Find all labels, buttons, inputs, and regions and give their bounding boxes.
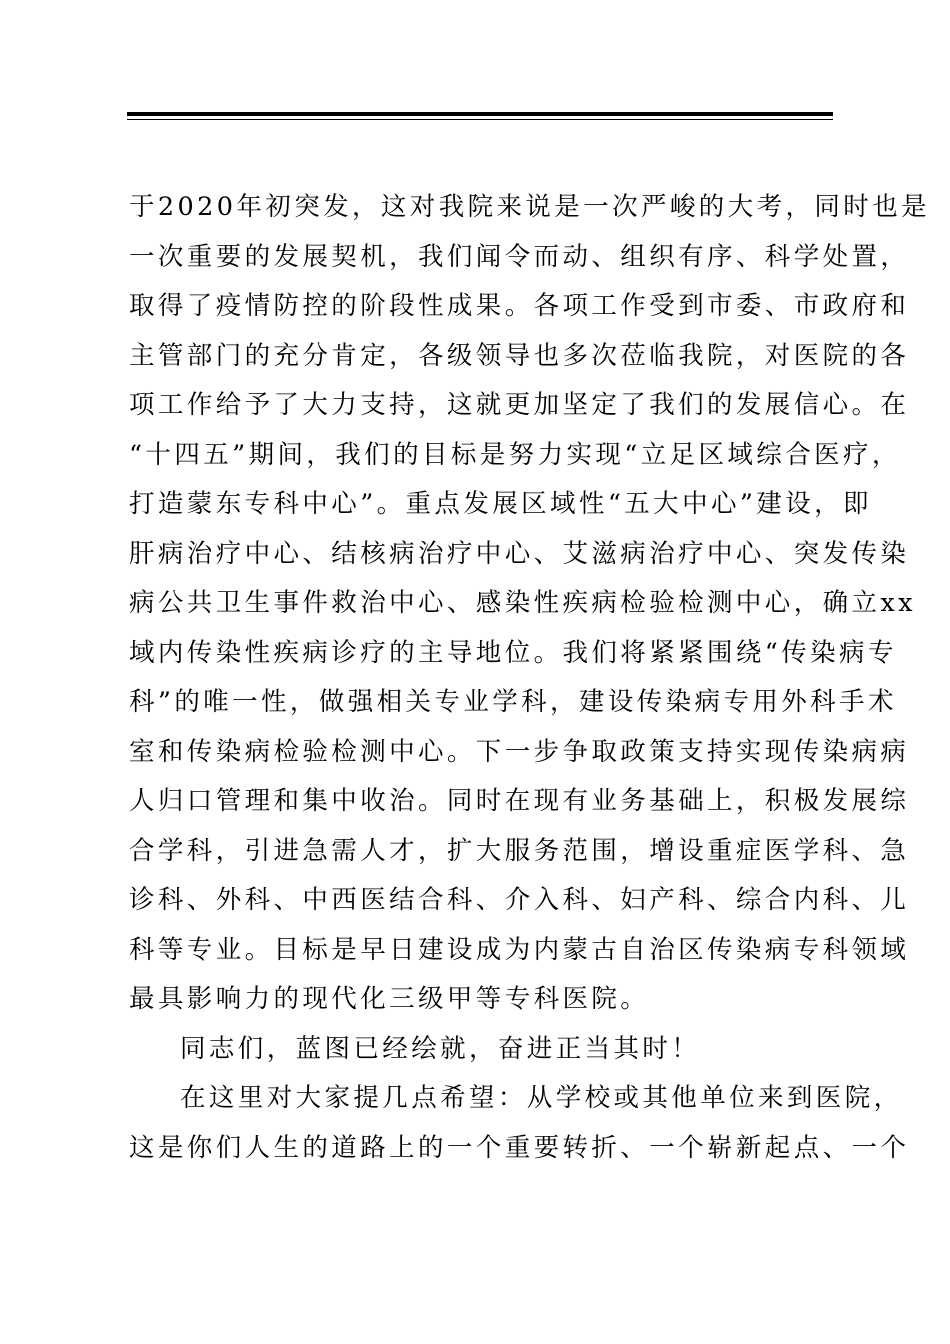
- text-line: 病公共卫生事件救治中心、感染性疾病检验检测中心，确立xx: [129, 588, 916, 618]
- text-line: 取得了疫情防控的阶段性成果。各项工作受到市委、市政府和: [129, 291, 910, 321]
- text-line: 室和传染病检验检测中心。下一步争取政策支持实现传染病病: [129, 736, 910, 767]
- text-line: 于2020年初突发，这对我院来说是一次严峻的大考，同时也是: [129, 192, 930, 222]
- header-rule-thin: [127, 119, 833, 120]
- text-line: 科”的唯一性，做强相关专业学科，建设传染病专用外科手术: [129, 687, 897, 717]
- header-rule-thick: [127, 112, 833, 116]
- text-line: 人归口管理和集中收治。同时在现有业务基础上，积极发展综: [129, 786, 910, 816]
- text-line: 一次重要的发展契机，我们闻令而动、组织有序、科学处置，: [129, 241, 910, 272]
- text-line: 项工作给予了大力支持，这就更加坚定了我们的发展信心。在: [129, 390, 910, 420]
- text-line: 最具影响力的现代化三级甲等专科医院。: [129, 984, 650, 1014]
- text-line: 域内传染性疾病诊疗的主导地位。我们将紧紧围绕“传染病专: [129, 637, 897, 668]
- text-line: 科等专业。目标是早日建设成为内蒙古自治区传染病专科领域: [129, 934, 910, 965]
- text-line: 主管部门的充分肯定，各级领导也多次莅临我院，对医院的各: [129, 340, 910, 371]
- text-line: “十四五”期间，我们的目标是努力实现“立足区域综合医疗，: [129, 439, 901, 470]
- text-line: 诊科、外科、中西医结合科、介入科、妇产科、综合内科、儿: [129, 885, 910, 915]
- text-line: 打造蒙东专科中心”。重点发展区域性“五大中心”建设，即: [129, 489, 872, 519]
- text-line: 这是你们人生的道路上的一个重要转折、一个崭新起点、一个: [129, 1132, 910, 1163]
- text-line: 肝病治疗中心、结核病治疗中心、艾滋病治疗中心、突发传染: [129, 538, 910, 569]
- document-body: [129, 183, 930, 1173]
- text-line-paragraph-start: 在这里对大家提几点希望：从学校或其他单位来到医院，: [180, 1083, 903, 1113]
- text-line-paragraph-start: 同志们，蓝图已经绘就，奋进正当其时！: [180, 1033, 701, 1064]
- text-line: 合学科，引进急需人才，扩大服务范围，增设重症医学科、急: [129, 835, 910, 866]
